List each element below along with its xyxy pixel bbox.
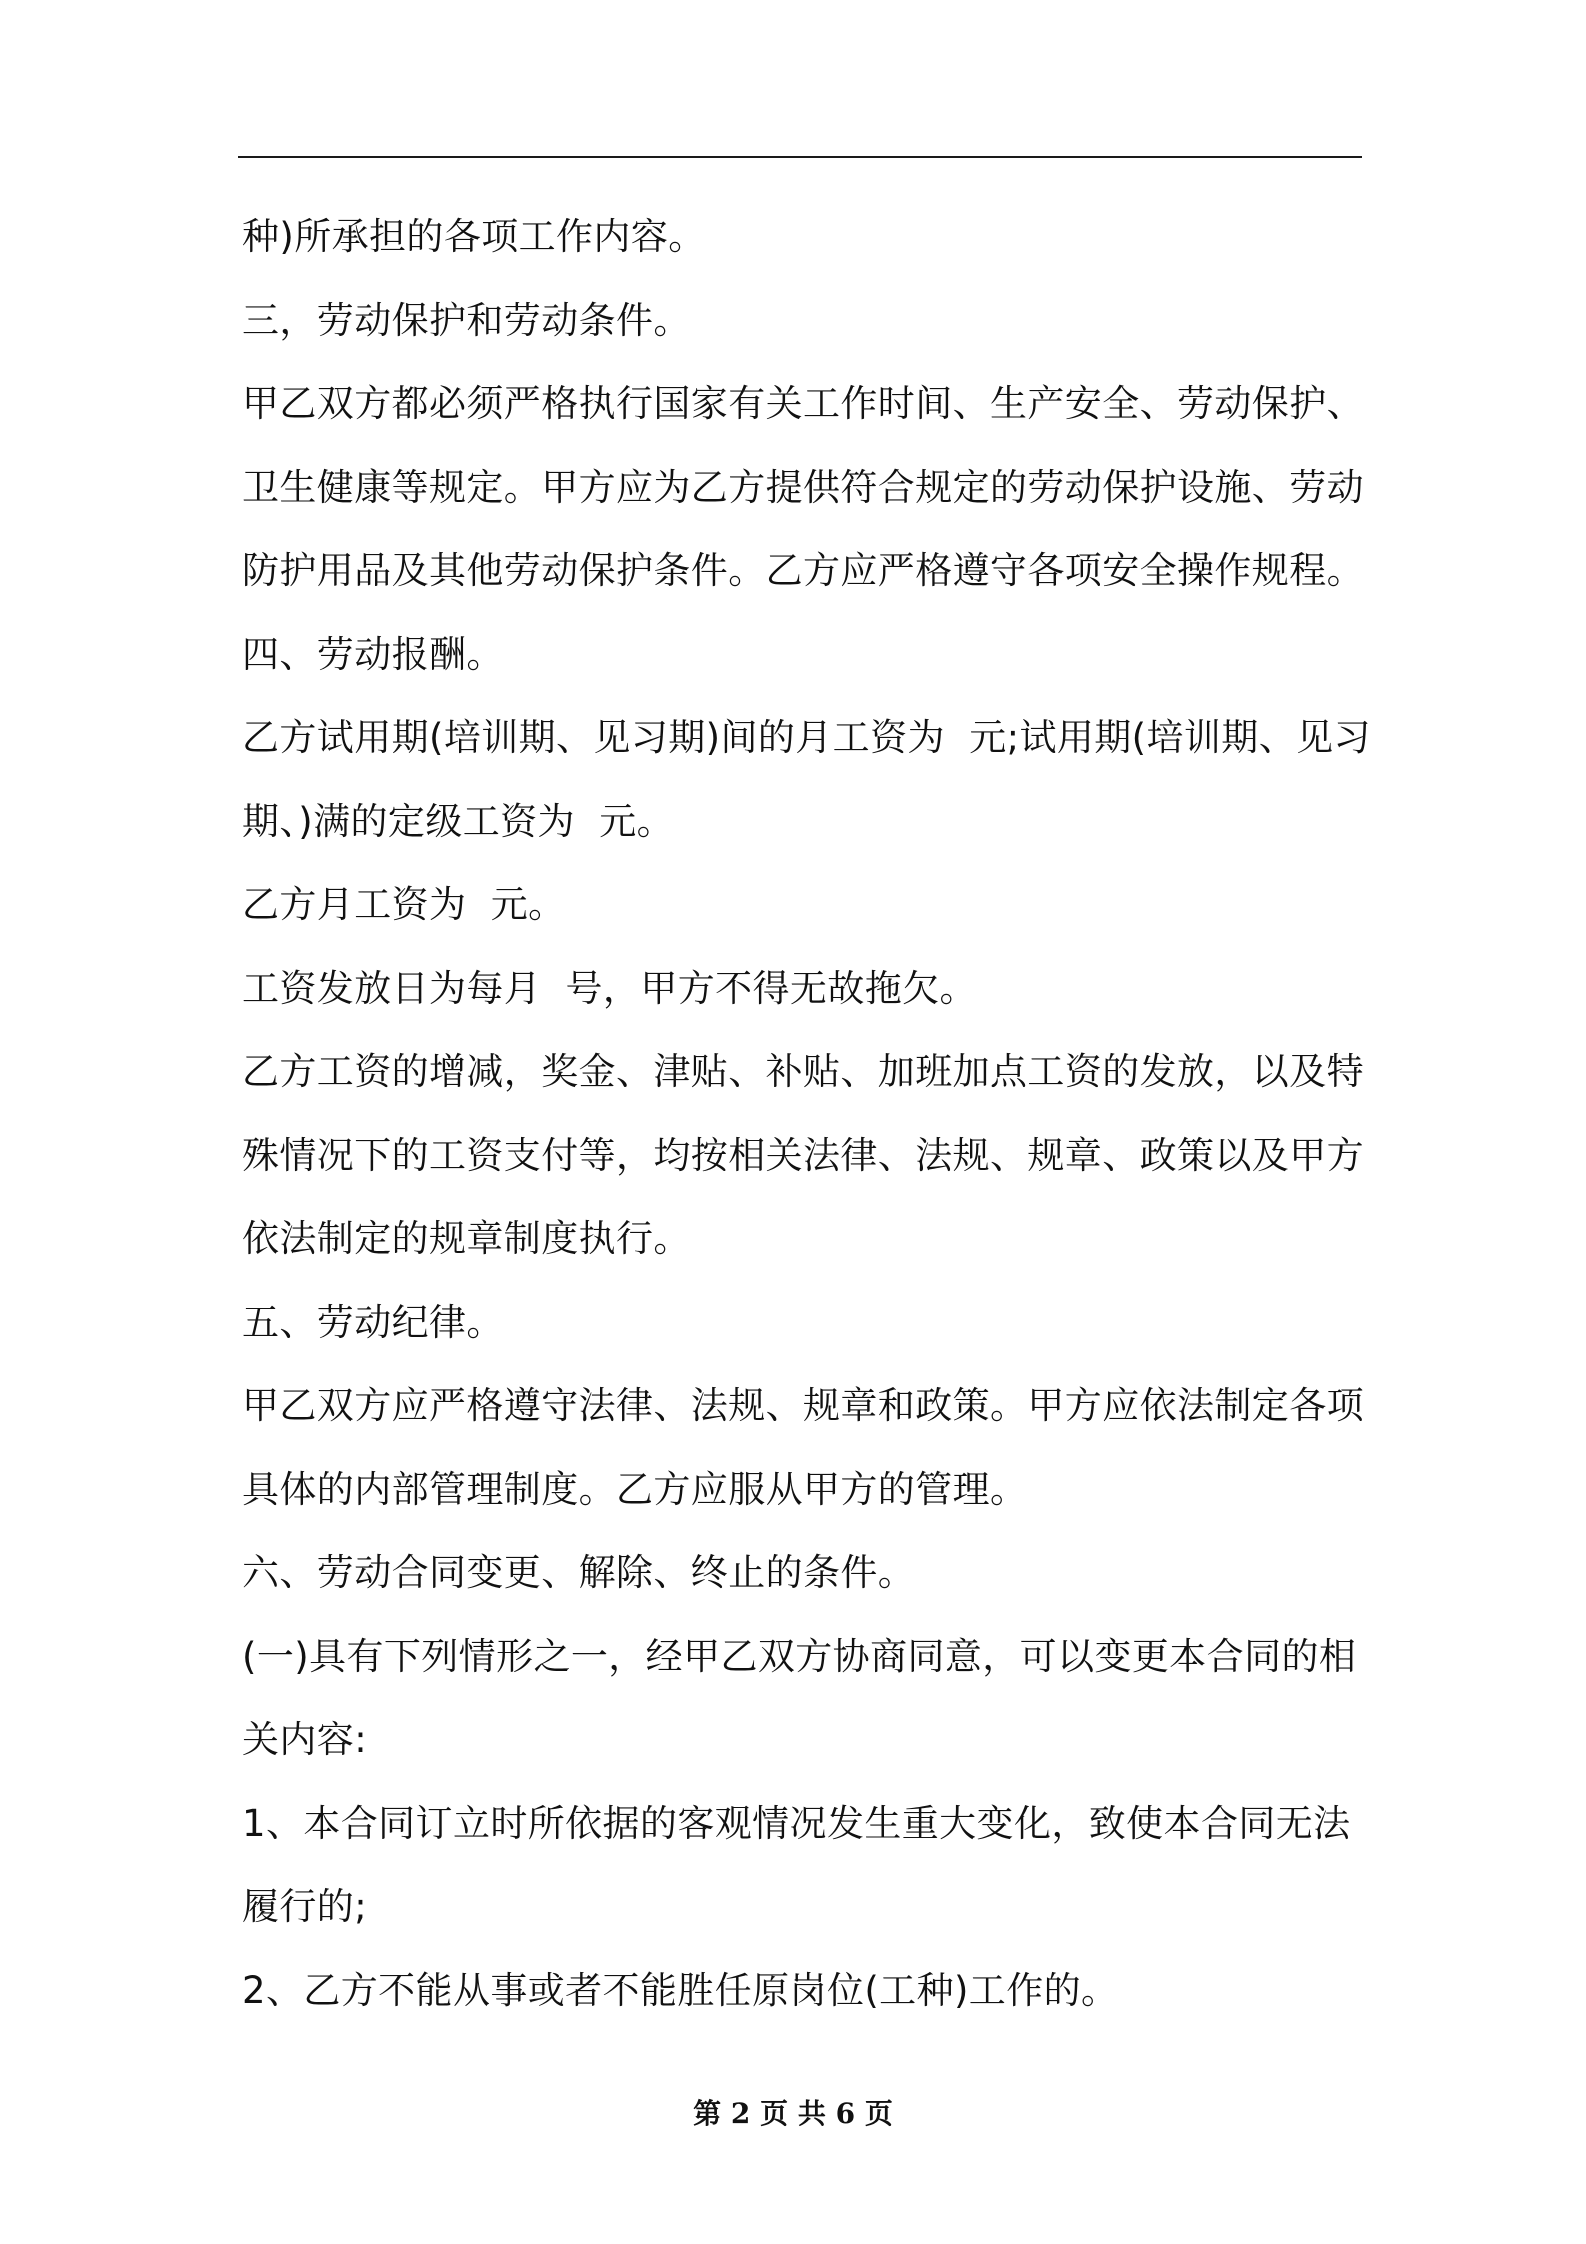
- page-number: 第 2 页 共 6 页: [693, 2097, 893, 2130]
- text-line: 乙方工资的增减，奖金、津贴、补贴、加班加点工资的发放，以及特: [242, 1050, 1364, 1093]
- text-line: 1、本合同订立时所依据的客观情况发生重大变化，致使本合同无法: [242, 1801, 1351, 1845]
- text-line: 依法制定的规章制度执行。: [242, 1217, 691, 1260]
- header-rule: [238, 156, 1362, 158]
- text-line: 2、乙方不能从事或者不能胜任原岗位(工种)工作的。: [242, 1968, 1119, 2012]
- text-line: 防护用品及其他劳动保护条件。乙方应严格遵守各项安全操作规程。: [242, 549, 1364, 592]
- document-body: [242, 195, 1371, 2032]
- text-line: 殊情况下的工资支付等，均按相关法律、法规、规章、政策以及甲方: [242, 1133, 1364, 1177]
- section-heading: 六、劳动合同变更、解除、终止的条件。: [242, 1551, 916, 1594]
- text-line: 具体的内部管理制度。乙方应服从甲方的管理。: [242, 1467, 1028, 1511]
- section-heading: 三，劳动保护和劳动条件。: [242, 298, 691, 342]
- text-line: 甲乙双方都必须严格执行国家有关工作时间、生产安全、劳动保护、: [242, 382, 1364, 425]
- section-heading: 四、劳动报酬。: [242, 632, 504, 676]
- text-line: 甲乙双方应严格遵守法律、法规、规章和政策。甲方应依法制定各项: [242, 1384, 1364, 1427]
- text-line: 工资发放日为每月 号，甲方不得无故拖欠。: [242, 966, 977, 1010]
- text-line: 卫生健康等规定。甲方应为乙方提供符合规定的劳动保护设施、劳动: [242, 465, 1364, 509]
- text-line: 关内容:: [242, 1718, 368, 1761]
- text-line: 种)所承担的各项工作内容。: [242, 215, 706, 258]
- text-line: 期、)满的定级工资为 元。: [242, 799, 675, 843]
- text-line: 乙方月工资为 元。: [242, 883, 566, 926]
- text-line: 乙方试用期(培训期、见习期)间的月工资为 元;试用期(培训期、见习: [242, 716, 1371, 759]
- text-line: 履行的;: [242, 1885, 368, 1928]
- text-line: (一)具有下列情形之一，经甲乙双方协商同意，可以变更本合同的相: [242, 1634, 1357, 1678]
- section-heading: 五、劳动纪律。: [242, 1300, 504, 1344]
